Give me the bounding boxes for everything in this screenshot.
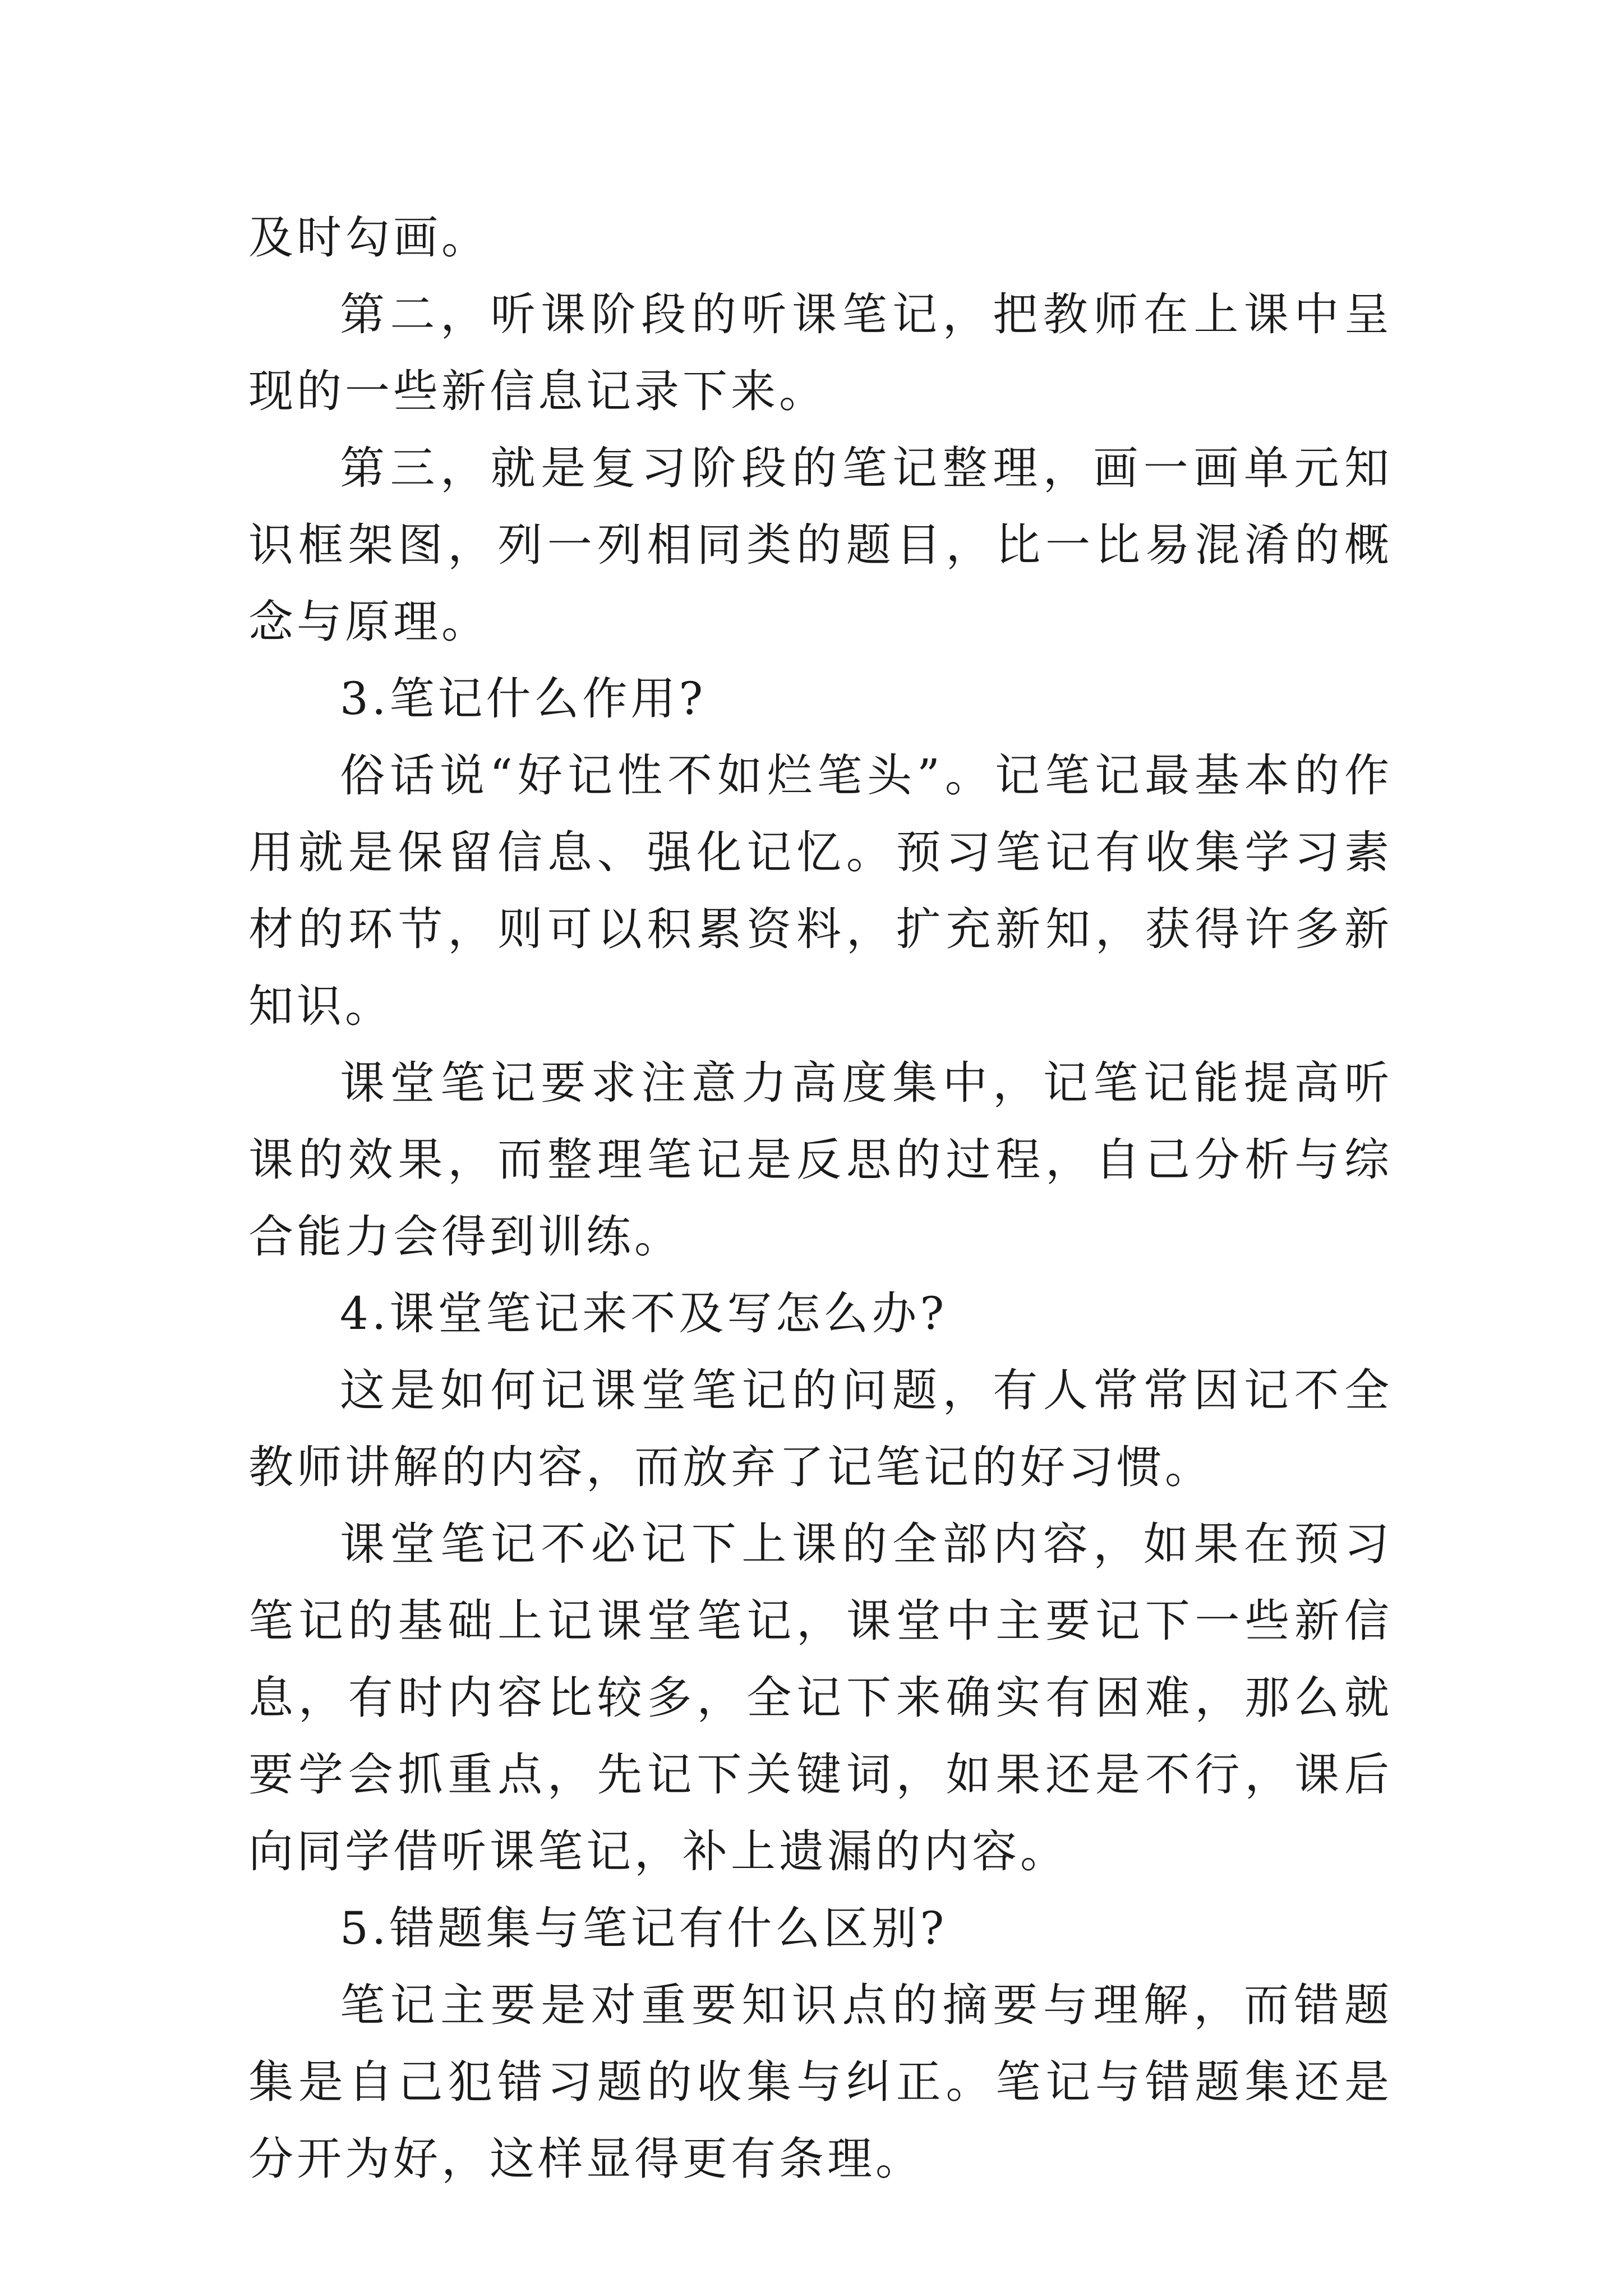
paragraph-review-notes: 第三，就是复习阶段的笔记整理，画一画单元知识框架图，列一列相同类的题目，比一比易混淆的概念与原理。 <box>248 442 1393 648</box>
paragraph-continuation: 及时勾画。 <box>248 211 490 264</box>
paragraph-note-purpose: 俗话说“好记性不如烂笔头”。记笔记最基本的作用就是保留信息、强化记忆。预习笔记有收集学习素材的环节，则可以积累资料，扩充新知，获得许多新知识。 <box>248 749 1393 1032</box>
section-heading-5: 5.错题集与笔记有什么区别? <box>340 1902 948 1954</box>
section-heading-4: 4.课堂笔记来不及写怎么办? <box>340 1287 948 1340</box>
paragraph-classroom-notes: 课堂笔记要求注意力高度集中，记笔记能提高听课的效果，而整理笔记是反思的过程，自己分析与综合能力会得到训练。 <box>248 1057 1393 1263</box>
paragraph-listening-notes: 第二，听课阶段的听课笔记，把教师在上课中呈现的一些新信息记录下来。 <box>248 288 1393 417</box>
paragraph-note-solution: 课堂笔记不必记下上课的全部内容，如果在预习笔记的基础上记课堂笔记，课堂中主要记下一些新信息，有时内容比较多，全记下来确实有困难，那么就要学会抓重点，先记下关键词，如果还是不行，课后向同学借听课笔记，补上遗漏的内容。 <box>248 1518 1393 1878</box>
document-body <box>248 199 1393 2197</box>
paragraph-note-problem: 这是如何记课堂笔记的问题，有人常常因记不全教师讲解的内容，而放弃了记笔记的好习惯。 <box>248 1364 1393 1493</box>
section-heading-3: 3.笔记什么作用? <box>340 673 707 725</box>
paragraph-error-collection: 笔记主要是对重要知识点的摘要与理解，而错题集是自己犯错习题的收集与纠正。笔记与错题集还是分开为好，这样显得更有条理。 <box>248 1979 1393 2185</box>
